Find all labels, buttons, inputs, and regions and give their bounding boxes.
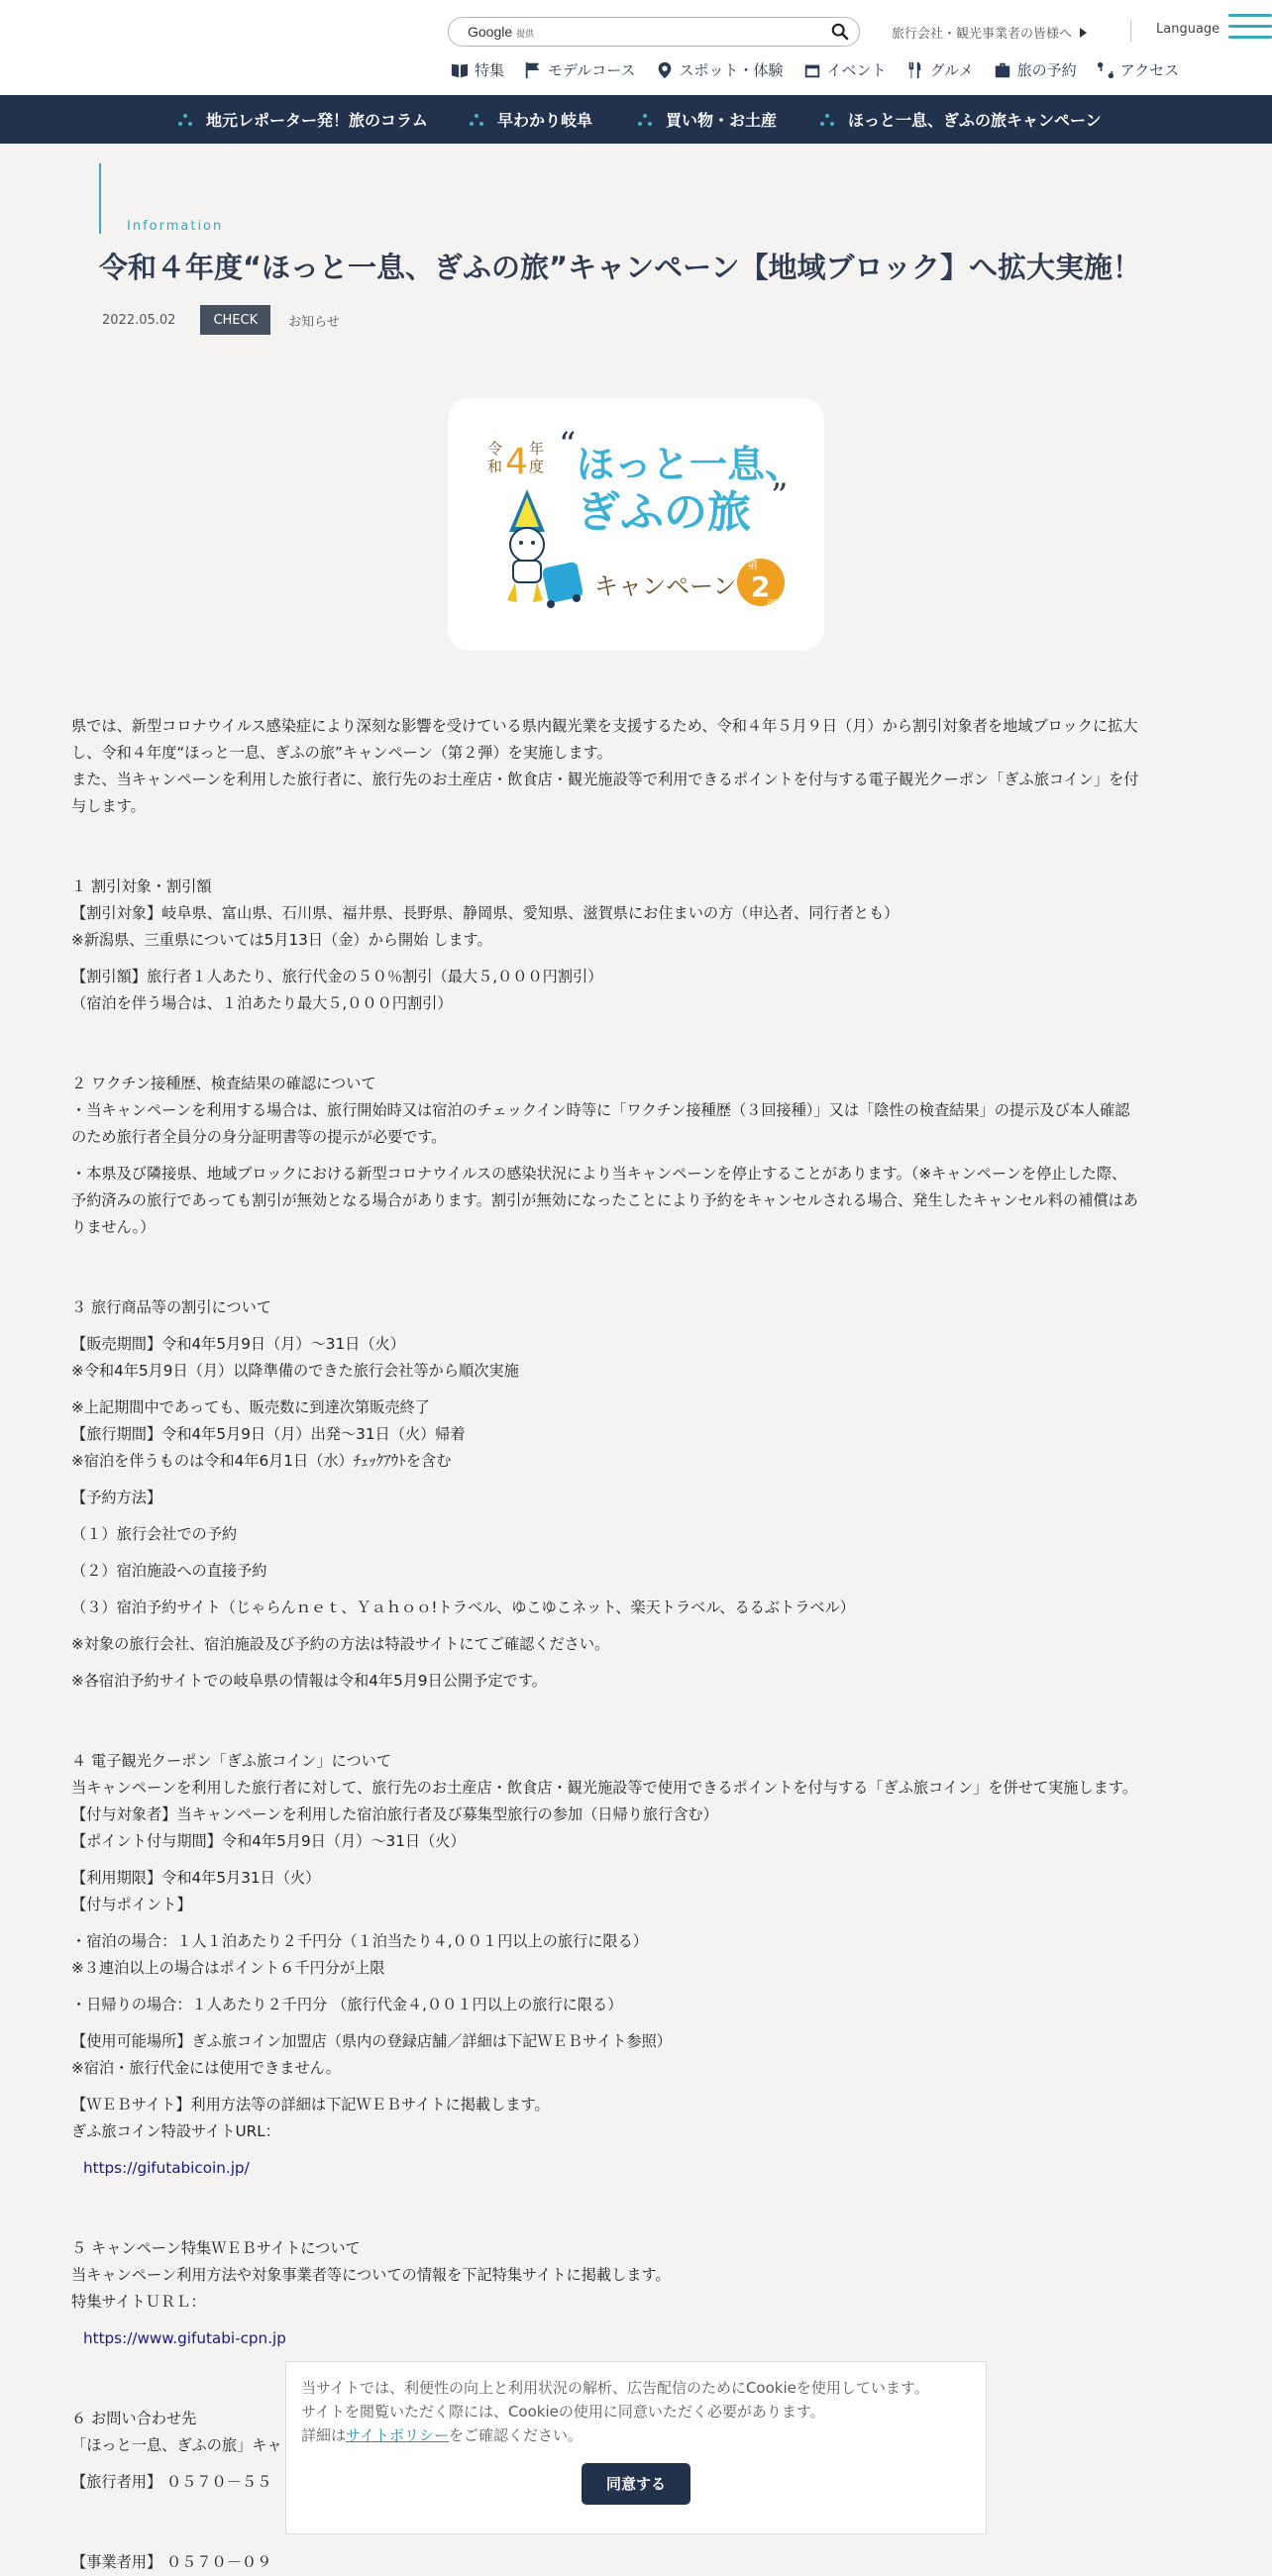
dots-icon (818, 113, 836, 127)
intro-line: 与します。 (71, 797, 146, 815)
hamburger-menu-icon[interactable] (1228, 14, 1272, 52)
cookie-line: サイトを閲覧いただく際には、Cookieの使用に同意いただく必要があります。 (301, 2403, 825, 2421)
svg-text:度: 度 (529, 458, 545, 475)
svg-text:第: 第 (747, 559, 758, 571)
campaign-logo-art (448, 398, 824, 651)
section-heading: ３ 旅行商品等の割引について (71, 1298, 271, 1316)
nav-item-booking[interactable]: 旅の予約 (994, 59, 1077, 80)
body-line: （宿泊を伴う場合は、１泊あたり最大５,０００円割引） (71, 994, 453, 1012)
body-line: 【利用期限】令和4年5月31日（火） (71, 1869, 321, 1887)
body-line: ※新潟県、三重県については5月13日（金）から開始 します。 (71, 931, 492, 949)
suitcase-icon (994, 61, 1011, 79)
section-heading: ２ ワクチン接種歴、検査結果の確認について (71, 1075, 376, 1092)
body-line: 特集サイトＵＲＬ： (71, 2293, 206, 2311)
cookie-line: 当サイトでは、利便性の向上と利用状況の解析、広告配信のためにCookieを使用しています。 (301, 2379, 929, 2397)
body-line: 「ほっと一息、ぎふの旅」キャ (71, 2436, 282, 2454)
site-header (0, 0, 1272, 95)
intro-line: また、当キャンペーンを利用した旅行者に、旅行先のお土産店・飲食店・観光施設等で利用できるポイントを付与する電子観光クーポン「ぎふ旅コイン」を付 (71, 771, 1139, 788)
calendar-icon (803, 61, 821, 79)
svg-text:令: 令 (487, 440, 503, 458)
body-line: 【割引額】旅行者１人あたり、旅行代金の５０％割引（最大５,０００円割引） (71, 968, 603, 985)
google-brand: Google 提供 (468, 24, 535, 40)
nav-item-events[interactable]: イベント (803, 59, 887, 80)
body-line: 予約済みの旅行であっても割引が無効となる場合があります。割引が無効になったことにより予約をキャンセルされる場合、発生したキャンセル料の補償はあ (71, 1191, 1138, 1209)
agency-link[interactable] (892, 23, 1087, 42)
svg-text:4: 4 (505, 442, 528, 482)
nav-item-access[interactable]: アクセス (1097, 59, 1180, 80)
cookie-line: 詳細はサイトポリシーをご確認ください。 (301, 2426, 583, 2444)
category-label[interactable]: お知らせ (288, 314, 340, 330)
body-line: 【割引対象】岐阜県、富山県、石川県、福井県、長野県、静岡県、愛知県、滋賀県にお住まいの方（申込者、同行者とも） (71, 904, 900, 922)
svg-text:キャンペーン: キャンペーン (594, 572, 737, 600)
svg-text:ほっと一息、: ほっと一息、 (577, 443, 803, 486)
dots-icon (176, 113, 194, 127)
section-heading: ４ 電子観光クーポン「ぎふ旅コイン」について (71, 1752, 392, 1770)
section-heading: ５ キャンペーン特集ＷＥＢサイトについて (71, 2239, 361, 2257)
agree-button[interactable]: 同意する (582, 2463, 690, 2505)
body-line: ※３連泊以上の場合はポイント６千円分が上限 (71, 1959, 385, 1977)
intro-line: 県では、新型コロナウイルス感染症により深刻な影響を受けている県内観光業を支援するため、令和４年５月９日（月）から割引対象者を地域ブロックに拡大 (71, 717, 1138, 735)
body-line: ※令和4年5月9日（月）以降準備のできた旅行会社等から順次実施 (71, 1362, 519, 1380)
dots-icon (468, 113, 485, 127)
flag-icon (524, 61, 542, 79)
map-pin-icon (656, 61, 674, 79)
nav-item-gourmet[interactable]: グルメ (906, 59, 974, 80)
section-heading: １ 割引対象・割引額 (71, 877, 212, 895)
cookie-text (301, 2376, 985, 2447)
article-body (71, 713, 1201, 2576)
body-line: ぎふ旅コイン特設サイトURL： (71, 2122, 280, 2140)
cutlery-icon (906, 61, 924, 79)
cookie-banner (285, 2361, 987, 2534)
band-item-campaign[interactable]: ほっと一息、ぎふの旅キャンペーン (818, 95, 1102, 144)
body-line: 【販売期間】令和4年5月9日（月）〜31日（火） (71, 1335, 405, 1353)
body-line: 【使用可能場所】ぎふ旅コイン加盟店（県内の登録店舗／詳細は下記ＷＥＢサイト参照） (71, 2032, 672, 2050)
book-icon (451, 61, 469, 79)
body-line: 【ポイント付与期間】令和4年5月9日（月）～31日（火） (71, 1832, 466, 1850)
svg-text:ぎふの旅: ぎふの旅 (577, 487, 751, 538)
body-line: ※宿泊・旅行代金には使用できません。 (71, 2059, 341, 2077)
accent-line (99, 163, 101, 234)
campaign-logo (448, 398, 824, 651)
body-line: ※宿泊を伴うものは令和4年6月1日（水）ﾁｪｯｸｱｳﾄを含む (71, 1452, 452, 1470)
eyebrow-label: Information (127, 219, 224, 234)
body-line: 【ＷＥＢサイト】利用方法等の詳細は下記ＷＥＢサイトに掲載します。 (71, 2096, 550, 2113)
dots-icon (636, 113, 654, 127)
svg-text:“: “ (559, 425, 577, 464)
svg-text:年: 年 (529, 440, 545, 458)
nav-item-feature[interactable]: 特集 (451, 59, 504, 80)
body-line: ※各宿泊予約サイトでの岐阜県の情報は令和4年5月9日公開予定です。 (71, 1672, 547, 1690)
body-line: 当キャンペーンを利用した旅行者に対して、旅行先のお土産店・飲食店・観光施設等で使用できるポイントを付与する「ぎふ旅コイン」を併せて実施します。 (71, 1779, 1138, 1797)
language-selector[interactable]: Language (1156, 22, 1220, 37)
band-item-quick-gifu[interactable]: 早わかり岐阜 (468, 95, 592, 144)
route-icon (1097, 61, 1114, 79)
body-line: 【付与ポイント】 (71, 1896, 192, 1913)
nav-item-spots[interactable]: スポット・体験 (656, 59, 784, 80)
site-policy-link[interactable]: サイトポリシー (346, 2426, 449, 2444)
body-line: 【事業者用】 ０５７０－０９ (71, 2553, 272, 2571)
section-heading: ６ お問い合わせ先 (71, 2410, 197, 2427)
nav-item-model-course[interactable]: モデルコース (524, 59, 636, 80)
svg-text:2: 2 (751, 570, 771, 603)
main-nav (451, 59, 1199, 80)
body-line: ・当キャンペーンを利用する場合は、旅行開始時又は宿泊のチェックイン時等に「ワクチン接種歴（３回接種）」又は「陰性の検査結果」の提示及び本人確認 (71, 1101, 1130, 1119)
body-line: ※上記期間中であっても、販売数に到達次第販売終了 (71, 1398, 430, 1416)
svg-text:和: 和 (487, 458, 503, 475)
body-line: ・宿泊の場合：１人１泊あたり２千円分（１泊当たり４,００１円以上の旅行に限る） (71, 1932, 648, 1950)
feature-band (0, 95, 1272, 144)
campaign-site-link[interactable]: https://www.gifutabi-cpn.jp (83, 2329, 286, 2347)
post-date: 2022.05.02 (102, 312, 176, 328)
body-line: （３）宿泊予約サイト（じゃらんｎｅｔ、Ｙａｈｏｏ!トラベル、ゆこゆこネット、楽天トラベル、るるぶトラベル） (71, 1598, 855, 1616)
body-line: ・本県及び隣接県、地域ブロックにおける新型コロナウイルスの感染状況により当キャンペーンを停止することがあります。（※キャンペーンを停止した際、 (71, 1165, 1127, 1183)
body-line: （２）宿泊施設への直接予約 (71, 1562, 267, 1580)
intro-line: し、令和４年度“ほっと一息、ぎふの旅”キャンペーン（第２弾）を実施します。 (71, 744, 612, 762)
body-line: のため旅行者全員分の身分証明書等の提示が必要です。 (71, 1128, 447, 1146)
coin-site-link[interactable]: https://gifutabicoin.jp/ (83, 2159, 250, 2177)
band-item-shopping[interactable]: 買い物・お土産 (636, 95, 777, 144)
page-title: 令和４年度“ほっと一息、ぎふの旅”キャンペーン【地域ブロック】へ拡大実施！ (99, 251, 1141, 284)
body-line: ※対象の旅行会社、宿泊施設及び予約の方法は特設サイトにてご確認ください。 (71, 1635, 610, 1653)
body-line: 【予約方法】 (71, 1489, 162, 1506)
body-line: 【旅行者用】 ０５７０－５５ (71, 2473, 272, 2491)
search-box[interactable] (448, 17, 860, 47)
body-line: ・日帰りの場合：１人あたり２千円分 （旅行代金４,００１円以上の旅行に限る） (71, 1996, 623, 2013)
svg-text:”: ” (771, 476, 789, 516)
article-meta (102, 305, 340, 335)
band-item-columns[interactable]: 地元レポーター発！旅のコラム (176, 95, 428, 144)
tag-badge[interactable]: CHECK (200, 305, 270, 335)
svg-text:弾: 弾 (767, 598, 778, 611)
body-line: 【旅行期間】令和4年5月9日（月）出発～31日（火）帰着 (71, 1425, 466, 1443)
body-line: りません。） (71, 1218, 156, 1236)
body-line: 【付与対象者】当キャンペーンを利用した宿泊旅行者及び募集型旅行の参加（日帰り旅行含む） (71, 1805, 718, 1823)
agency-link-label: 旅行会社・観光事業者の皆様へ (892, 27, 1073, 42)
body-line: 当キャンペーン利用方法や対象事業者等についての情報を下記特集サイトに掲載します。 (71, 2266, 671, 2284)
search-icon[interactable] (831, 23, 849, 41)
divider (1130, 20, 1131, 42)
body-line: （１）旅行会社での予約 (71, 1525, 238, 1543)
arrow-right-icon (1080, 28, 1087, 38)
